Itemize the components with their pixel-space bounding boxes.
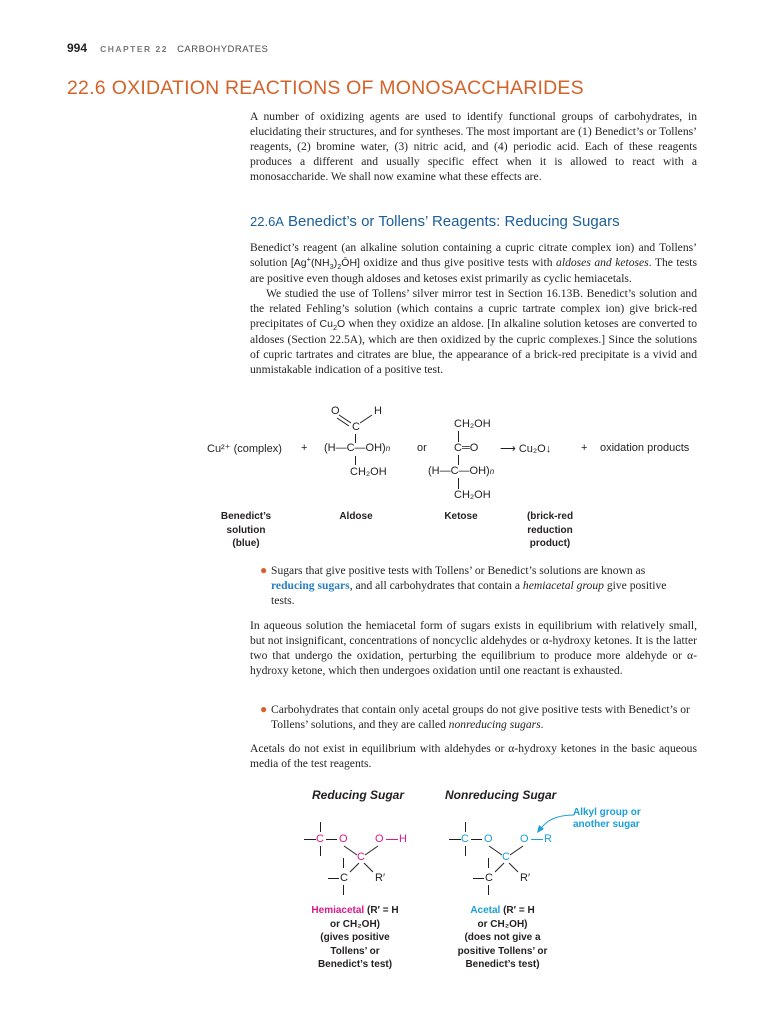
hemiacetal-bond-c3-up	[343, 858, 344, 868]
acetal-lower-bonds	[492, 862, 522, 874]
bullet1-text-b: , and all carbohydrates that contain a	[349, 579, 523, 592]
section-title: OXIDATION REACTIONS OF MONOSACCHARIDES	[111, 77, 584, 99]
hemiacetal-caption-l4: Tollens’ or	[330, 945, 380, 957]
acetal-caption-l2: or CH₂OH)	[477, 918, 528, 930]
bullet1-italic: hemiacetal group	[522, 579, 604, 592]
ketose-top-ch2oh: CH₂OH	[454, 418, 491, 430]
acetal-bond-co	[471, 839, 482, 840]
cu2o-formula	[319, 318, 346, 333]
cu-complex-label: Cu²⁺ (complex)	[207, 443, 282, 455]
caption-product-l3: product)	[529, 538, 571, 549]
caption-aldose: Aldose	[339, 511, 373, 522]
aldose-n: n	[385, 444, 391, 453]
hemiacetal-c3: C	[340, 872, 348, 884]
section-heading	[67, 77, 584, 100]
caption-benedicts-l1: Benedict’s	[220, 511, 272, 522]
reagent-open: [Ag	[290, 257, 307, 269]
ketose-n: n	[489, 467, 495, 476]
intro-paragraph	[250, 109, 697, 184]
ketose-bottom-ch2oh: CH₂OH	[454, 489, 491, 501]
hemiacetal-caption-l3: (gives positive	[320, 932, 390, 943]
aldose-ch2oh: CH₂OH	[350, 466, 387, 478]
hemiacetal-h: H	[399, 833, 407, 845]
or-label: or	[417, 442, 427, 454]
plus-sign-2: +	[581, 442, 588, 454]
hemiacetal-caption-l1	[295, 904, 415, 918]
cu-subscript: 2	[332, 323, 338, 333]
bullet-2-text	[271, 702, 691, 732]
acetal-c2: C	[502, 851, 510, 863]
acetal-word: Acetal	[470, 905, 501, 916]
hemiacetal-bond-oh	[386, 839, 398, 840]
p4-text: Acetals do not exist in equilibrium with aldehydes or α-hydroxy ketones in the basic aqueous media of the test reagents.	[250, 742, 697, 770]
hemiacetal-bond-c3-down	[343, 885, 344, 895]
ketose-carbonyl: C═O	[454, 442, 479, 454]
aldose-hydrogen: H	[374, 405, 382, 417]
ketose-bond-2	[458, 455, 459, 465]
paragraph-1	[250, 240, 697, 286]
hemiacetal-o1: O	[339, 833, 348, 845]
plus-sign: +	[301, 442, 308, 454]
paragraph-benedict	[250, 240, 697, 377]
hemiacetal-c1: C	[316, 833, 324, 845]
keyword-reducing-sugars: reducing sugars	[271, 579, 350, 592]
subsection-heading	[250, 213, 620, 230]
p1-text-c: . The tests are positive even though aldoses and ketoses exist primarily as cyclic hemiacetals.	[250, 256, 698, 285]
subsection-title: Benedict’s or Tollens’ Reagents: Reducing Sugars	[287, 213, 620, 230]
acetal-r-group: R	[544, 833, 552, 845]
hemiacetal-word: Hemiacetal	[311, 905, 365, 916]
hemiacetal-o2: O	[375, 833, 384, 845]
hemiacetal-bond-top	[320, 822, 321, 832]
bullet-reducing-sugars	[260, 563, 691, 608]
acetal-c1: C	[461, 833, 469, 845]
arrow-cu2o: ⟶ Cu₂O↓	[500, 443, 552, 455]
p1-text-a: Benedict’s reagent (an alkaline solution containing a cupric citrate complex ion) and Tollens’ solution	[250, 241, 697, 269]
bullet-dot-icon: ●	[260, 563, 268, 577]
alkyl-note-l1: Alkyl group or	[573, 807, 641, 818]
bullet-1-text	[271, 563, 691, 608]
p1-text-b: oxidize and thus give positive tests with	[359, 256, 557, 269]
p3-text: In aqueous solution the hemiacetal form of sugars exists in equilibrium with relatively small, but not insignificant, concentrations of noncyclic aldehydes or α-hydroxy ketones. It is the latter two that undergo the oxidation, perturbing the equilibrium to produce more aldehyde or α-hydroxy ketone, which then undergoes oxidation until one reactant is exhausted.	[250, 619, 697, 677]
section-number: 22.6	[67, 77, 106, 99]
ketose-bond-1	[458, 431, 459, 442]
paragraph-equilibrium	[250, 618, 697, 678]
oxidation-products: oxidation products	[600, 442, 690, 454]
ketose-chain	[428, 465, 494, 477]
hemiacetal-bond-bottom	[320, 846, 321, 856]
aldose-chain-text: (H—C—OH)	[324, 442, 386, 454]
hemiacetal-bond-c3-left	[328, 878, 339, 879]
bullet2-text-b: .	[540, 718, 544, 731]
acetal-bond-c3-down	[488, 885, 489, 895]
aldose-carbonyl-carbon: C	[352, 421, 360, 433]
reagent-hydroxide: ŌH]	[341, 257, 360, 269]
hemiacetal-lower-bonds	[347, 862, 377, 874]
caption-ketose: Ketose	[444, 511, 478, 522]
acetal-caption-l4: positive Tollens’ or	[457, 945, 548, 957]
hemiacetal-c2: C	[357, 851, 365, 863]
bullet2-italic: nonreducing sugars	[448, 718, 541, 731]
acetal-bond-c3-left	[473, 878, 484, 879]
p2-text-a: We studied the use of Tollens’ silver mirror test in Section 16.13B. Benedict’s solution and the related Fehling’s solution (which contains a cupric tartrate complex ion) give brick-red precipitates of	[250, 287, 697, 330]
acetal-caption-l3: (does not give a	[464, 932, 541, 943]
nonreducing-sugar-heading: Nonreducing Sugar	[445, 788, 557, 802]
aldose-bond-down	[355, 456, 356, 465]
acetal-bond-bottom	[465, 846, 466, 856]
ketose-chain-text: (H—C—OH)	[428, 465, 490, 477]
ketose-bond-3	[458, 478, 459, 489]
p1-italic: aldoses and ketoses	[556, 256, 649, 269]
alkyl-note-l2: another sugar	[573, 819, 640, 830]
hemiacetal-caption	[295, 904, 415, 972]
running-head	[67, 41, 268, 55]
intro-text: A number of oxidizing agents are used to identify functional groups of carbohydrates, in elucidating their structures, and for syntheses. The most important are (1) Benedict’s or Tollens’ reagents, (2) bromine water, (3) nitric acid, and (4) periodic acid. Each of these reagents produces a different and usually specific effect when it is allowed to react with a monosaccharide. We shall now examine what these effects are.	[250, 110, 697, 183]
paragraph-acetals	[250, 741, 697, 771]
acetal-caption	[440, 904, 565, 972]
reagent-close-paren: )	[333, 257, 338, 269]
hemiacetal-caption-rest: (R′ = H	[364, 905, 399, 916]
hemiacetal-caption-l5: Benedict’s test)	[317, 959, 393, 970]
alkyl-group-note	[573, 807, 641, 831]
caption-product-l1: (brick-red	[526, 511, 574, 522]
bullet2-text-a: Carbohydrates that contain only acetal groups do not give positive tests with Benedict’s or Tollens’ solutions, and they are called	[271, 703, 690, 731]
reagent-nh: (NH	[310, 257, 330, 269]
alkyl-pointer-arrow	[534, 812, 576, 834]
subsection-number: 22.6A	[250, 214, 284, 229]
chapter-label: CHAPTER 22	[100, 44, 168, 54]
bullet-nonreducing-sugars	[260, 702, 691, 732]
acetal-bond-c3-up	[488, 858, 489, 868]
acetal-r-prime: R′	[520, 872, 531, 884]
hemiacetal-bond-co	[326, 839, 337, 840]
acetal-bond-top	[465, 822, 466, 832]
acetal-caption-l1	[440, 904, 565, 918]
aldose-oxygen: O	[331, 405, 340, 417]
reagent-sub-3: 3	[329, 262, 334, 272]
acetal-caption-rest: (R′ = H	[500, 905, 535, 916]
paragraph-2	[250, 286, 697, 377]
hemiacetal-caption-l2: or CH₂OH)	[330, 918, 380, 930]
caption-benedicts-solution	[206, 510, 286, 551]
tollens-reagent-formula	[290, 254, 360, 272]
caption-benedicts-l3: (blue)	[232, 538, 260, 549]
caption-product	[515, 510, 585, 551]
acetal-c3: C	[485, 872, 493, 884]
reagent-sub-2: 2	[337, 262, 342, 272]
p2-text-b: when they oxidize an aldose. [In alkaline solution ketoses are converted to aldoses (Section 22.5A), which are then oxidized by the cupric complexes.] Since the solutions of cupric tartrates and citrates are blue, the appearance of a brick-red precipitate is a vivid and unmistakable indication of a positive test.	[250, 317, 697, 376]
aldose-bonds	[336, 412, 381, 426]
chapter-title: CARBOHYDRATES	[177, 44, 269, 55]
page-number: 994	[67, 41, 88, 55]
hemiacetal-r-prime: R′	[375, 872, 386, 884]
bullet-dot-icon: ●	[260, 702, 268, 716]
acetal-bond-or	[531, 839, 543, 840]
acetal-caption-l5: Benedict’s test)	[465, 959, 540, 970]
acetal-o1: O	[484, 833, 493, 845]
bullet1-text-a: Sugars that give positive tests with Tollens’ or Benedict’s solutions are known as	[271, 564, 646, 577]
reagent-charge: +	[306, 254, 311, 264]
caption-product-l2: reduction	[527, 524, 573, 536]
reducing-sugar-heading: Reducing Sugar	[312, 788, 405, 802]
aldose-chain	[324, 442, 390, 454]
hemiacetal-bond-left	[304, 839, 316, 840]
acetal-o2: O	[520, 833, 529, 845]
cu-symbol: Cu	[319, 318, 333, 330]
o-symbol: O	[337, 318, 346, 330]
acetal-bond-left	[449, 839, 461, 840]
caption-benedicts-l2: solution	[226, 524, 266, 536]
bullet1-text-c: give positive tests.	[271, 579, 667, 607]
